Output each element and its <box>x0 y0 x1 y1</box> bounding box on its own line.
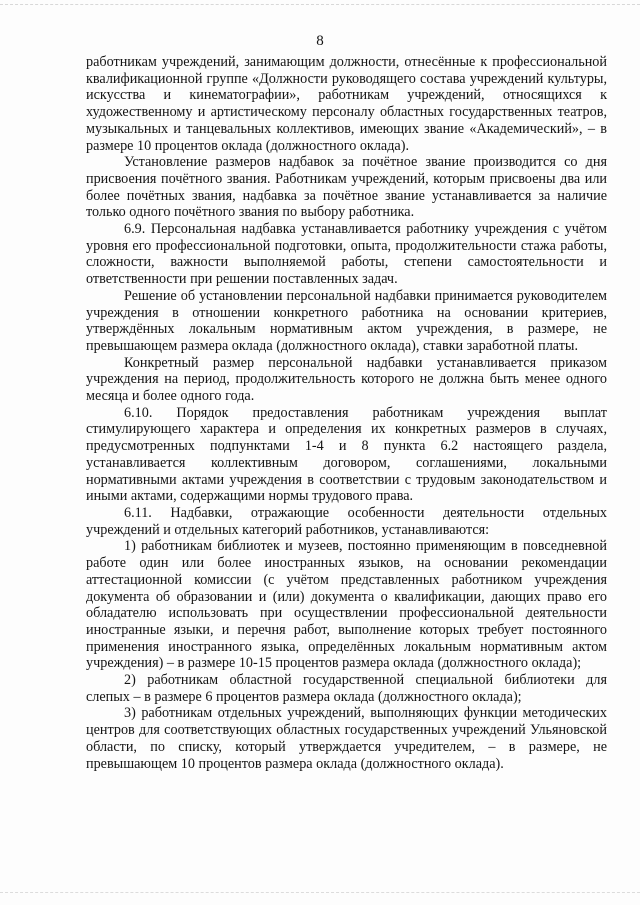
paragraph-honorary-title: Установление размеров надбавок за почётное звание производится со дня присвоения почётного звания. Работникам учреждений, которым присвоены два или более почётных звания, надбавка за почётное звание устанавливается за наличие только одного почётного звания по выбору работника. <box>86 154 607 221</box>
paragraph-continuation: работникам учреждений, занимающим должности, отнесённые к профессиональной квалификационной группе «Должности руководящего состава учреждений культуры, искусства и кинематографии», работникам учреждений, относящихся к художественному и артистическому персоналу областных государственных театров, музыкальных и танцевальных коллективов, имеющих звание «Академический», – в размере 10 процентов оклада (должностного оклада). <box>86 54 607 154</box>
list-item-3: 3) работникам отдельных учреждений, выполняющих функции методических центров для соответствующих областных государственных учреждений Ульяновской области, по списку, который утверждается учредителем, – в размере, не превышающем 10 процентов размера оклада (должностного оклада). <box>86 705 607 772</box>
scan-edge-bottom <box>0 892 640 894</box>
paragraph-6-11: 6.11. Надбавки, отражающие особенности деятельности отдельных учреждений и отдельных категорий работников, устанавливаются: <box>86 504 607 538</box>
paragraph-personal-allowance-amount: Конкретный размер персональной надбавки устанавливается приказом учреждения на период, продолжительность которого не должна быть менее одного месяца и более одного года. <box>86 354 607 405</box>
list-item-1: 1) работникам библиотек и музеев, постоянно применяющим в повседневной работе один или более иностранных языков, на основании рекомендации аттестационной комиссии (с учётом представленных работником учреждения документа об образовании и (или) документа о квалификации, дающих право его обладателю использовать при осуществлении профессиональной деятельности иностранные языки, и перечня работ, выполнение которых требует постоянного применения иностранного языка, определённых локальным нормативным актом учреждения) – в размере 10-15 процентов размера оклада (должностного оклада); <box>86 538 607 672</box>
document-body <box>86 54 607 772</box>
paragraph-6-10: 6.10. Порядок предоставления работникам учреждения выплат стимулирующего характера и определения их конкретных размеров в случаях, предусмотренных подпунктами 1-4 и 8 пункта 6.2 настоящего раздела, устанавливается коллективным договором, соглашениями, локальными нормативными актами учреждения в соответствии с трудовым законодательством и иными актами, содержащими нормы трудового права. <box>86 404 607 505</box>
scan-edge-top <box>0 4 640 6</box>
list-item-2: 2) работникам областной государственной специальной библиотеки для слепых – в размере 6 процентов размера оклада (должностного оклада); <box>86 672 607 705</box>
paragraph-personal-allowance-decision: Решение об установлении персональной надбавки принимается руководителем учреждения в отношении конкретного работника на основании критериев, утверждённых локальным нормативным актом учреждения, в размере, не превышающем размера оклада (должностного оклада), ставки заработной платы. <box>86 287 607 354</box>
paragraph-6-9: 6.9. Персональная надбавка устанавливается работнику учреждения с учётом уровня его профессиональной подготовки, опыта, продолжительности стажа работы, сложности, важности выполняемой работы, степени самостоятельности и ответственности при решении поставленных задач. <box>86 221 607 288</box>
page-number: 8 <box>316 33 324 49</box>
